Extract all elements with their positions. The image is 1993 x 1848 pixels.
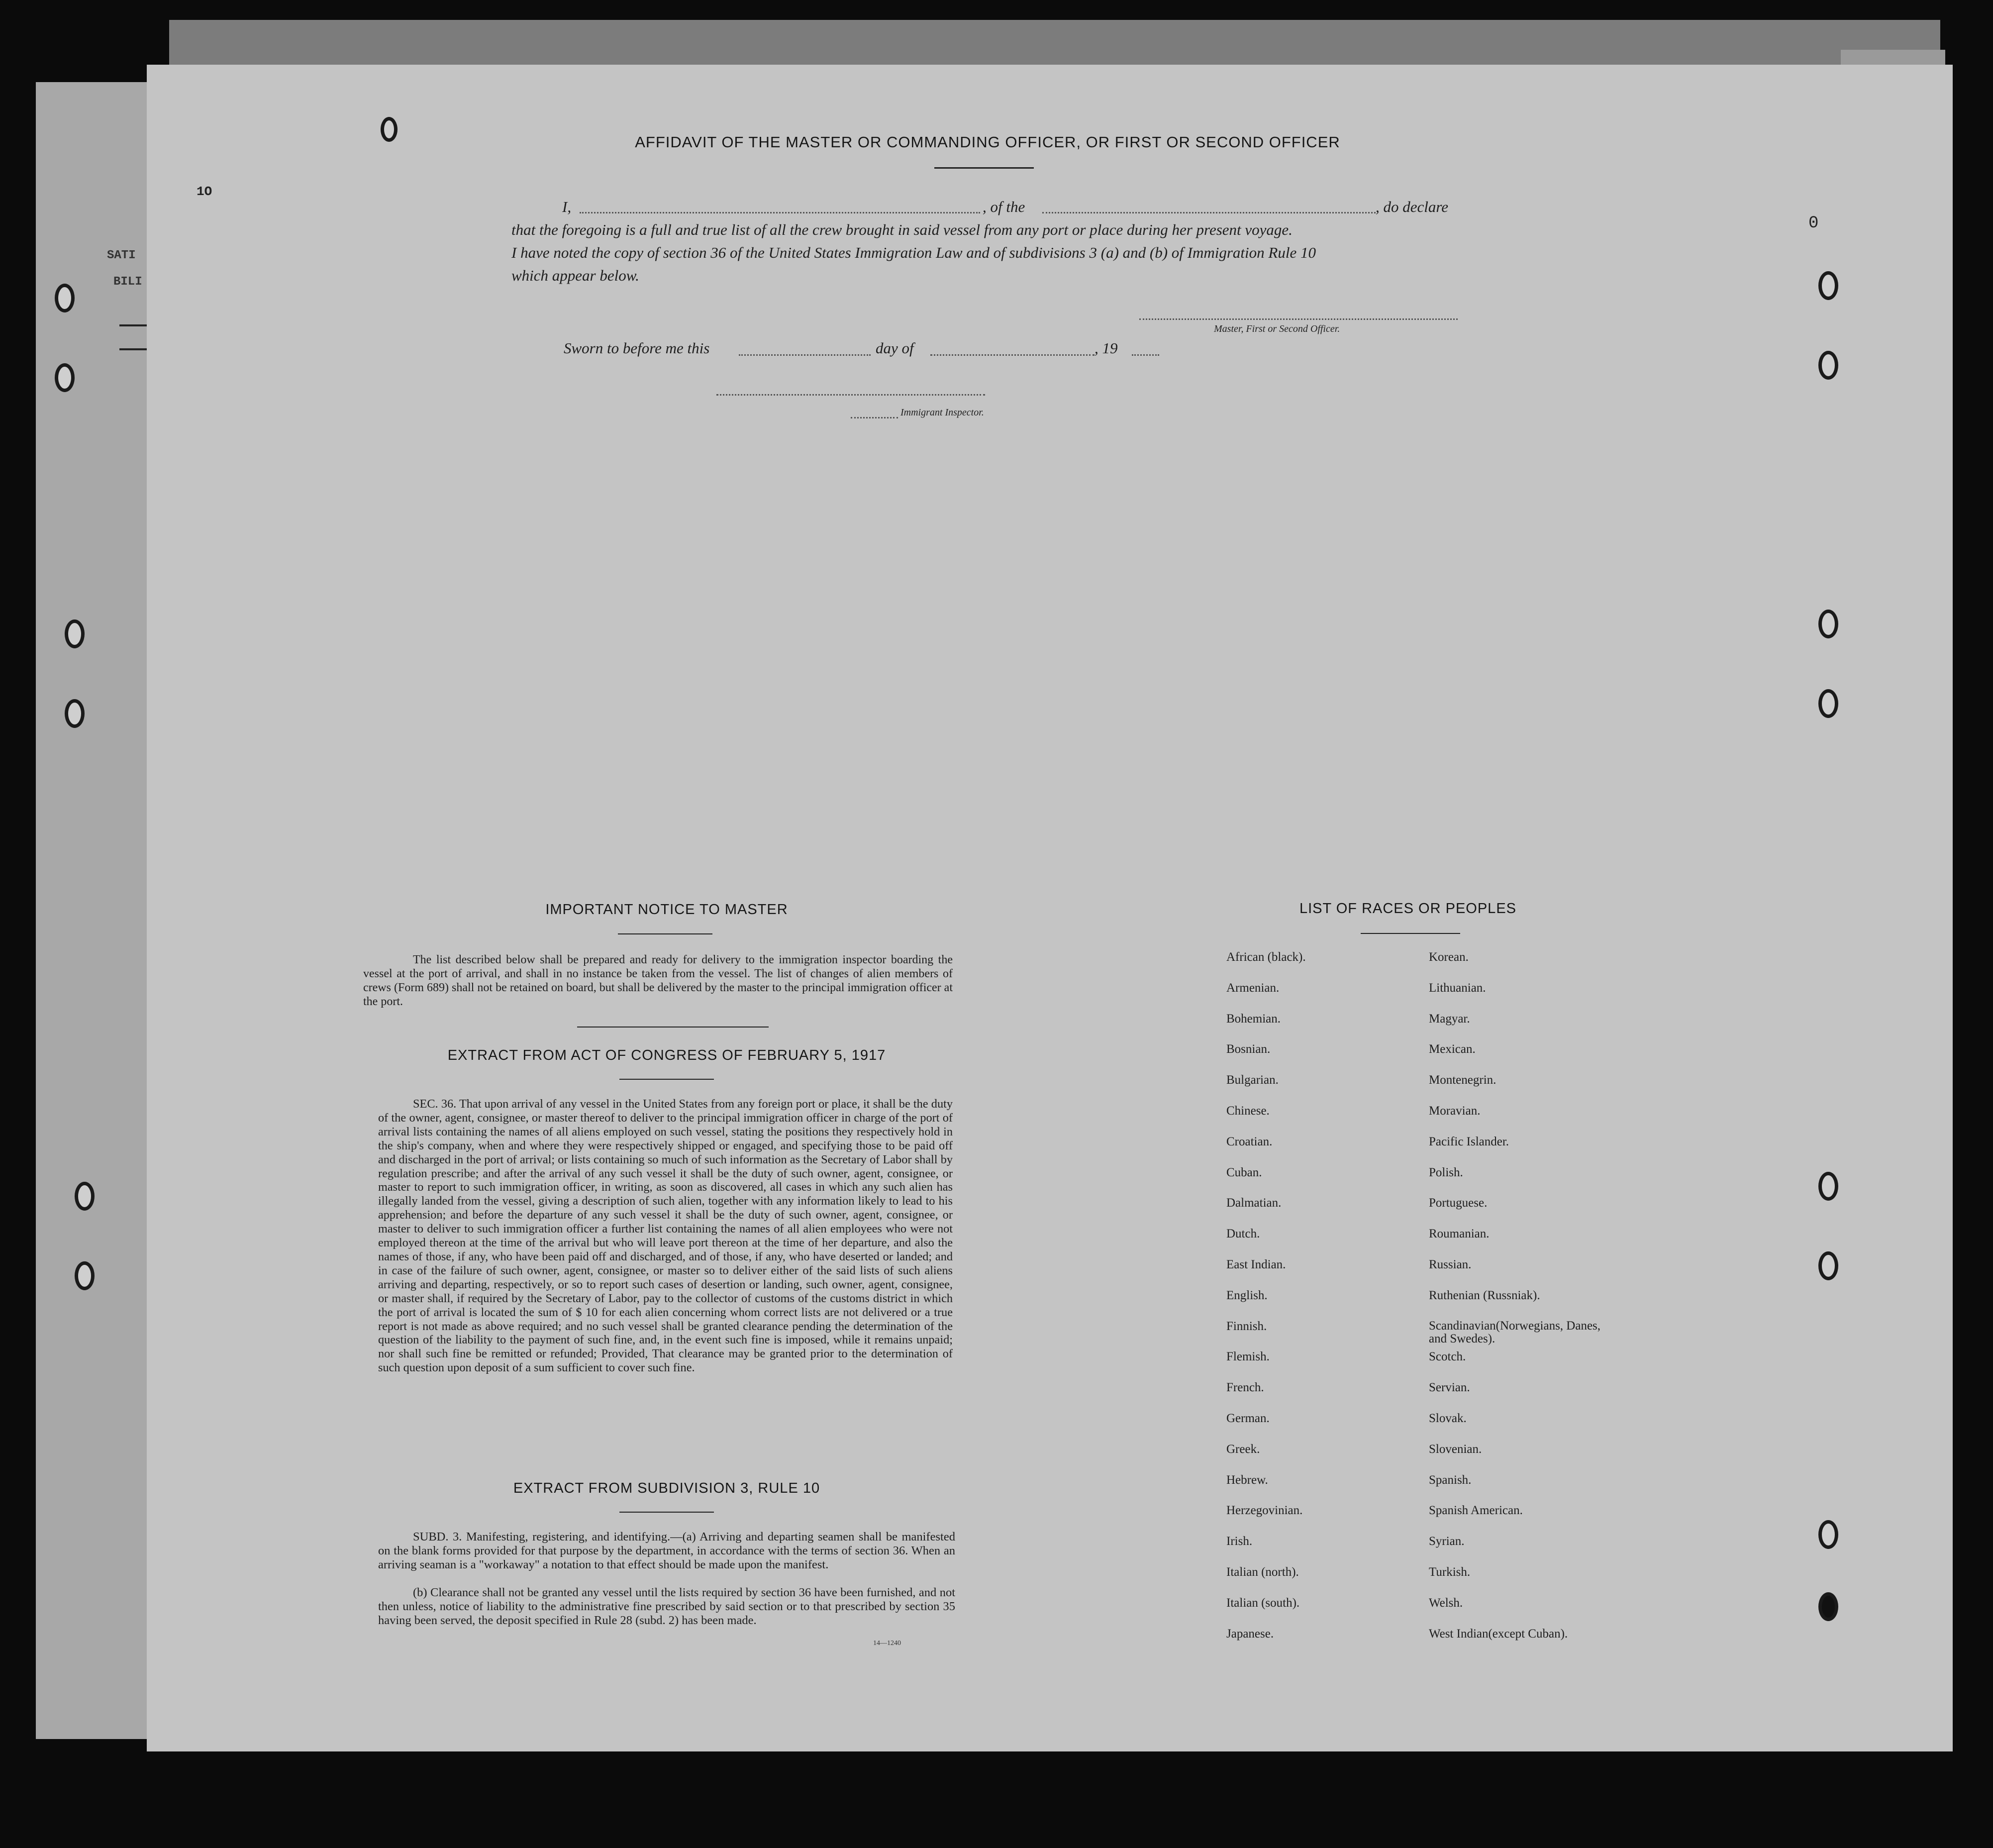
left-sheet-strip bbox=[36, 82, 150, 1739]
race-item: English. bbox=[1226, 1288, 1268, 1302]
punch-hole bbox=[55, 284, 75, 312]
race-item: Pacific Islander. bbox=[1429, 1134, 1509, 1148]
inspector-signature-field[interactable] bbox=[716, 394, 985, 396]
race-item: Bulgarian. bbox=[1226, 1073, 1279, 1087]
race-item: Roumanian. bbox=[1429, 1227, 1490, 1241]
race-item: West Indian(except Cuban). bbox=[1429, 1627, 1568, 1641]
race-item: Dalmatian. bbox=[1226, 1196, 1282, 1210]
form-number: 14—1240 bbox=[873, 1640, 901, 1647]
declare-of: , of the bbox=[983, 198, 1025, 215]
race-item: Slovenian. bbox=[1429, 1442, 1482, 1456]
punch-hole bbox=[65, 619, 85, 648]
day-of-label: day of bbox=[876, 339, 914, 357]
race-item: Polish. bbox=[1429, 1165, 1463, 1179]
race-item: Croatian. bbox=[1226, 1134, 1273, 1148]
notice-title: IMPORTANT NOTICE TO MASTER bbox=[545, 902, 788, 918]
left-rule bbox=[119, 324, 149, 326]
punch-hole bbox=[1818, 271, 1838, 300]
punch-hole bbox=[1818, 689, 1838, 718]
act-text: SEC. 36. That upon arrival of any vessel in the United States from any foreign port or place, it shall be the duty of the owner, agent, consignee, or master thereof to deliver to the principal immigration officer in charge of the port of arrival lists containing the names of all aliens employed on such vessel, stating the positions they respectively hold in the ship's company, when and where they were respectively shipped or engaged, and specifying those to be paid off and discharged in the port of arrival; or lists containing so much of such information as the Secretary of Labor shall by regulation prescribe; and after the arrival of any such vessel it shall be the duty of such owner, agent, consignee, or master to report to such immigration officer, in writing, as soon as discovered, all cases in which any such alien has illegally landed from the vessel, giving a description of such alien, together with any information likely to lead to his apprehension; and before the departure of any such vessel it shall be the duty of such owner, agent, consignee, or master to deliver to such immigration officer a further list containing the names of all alien employees who were not employed thereon at the time of the arrival but who will leave port thereon at the time of her departure, and also the names of those, if any, who have been paid off and discharged, and of those, if any, who have deserted or landed; and in case of the failure of such owner, agent, consignee, or master so to deliver either of the said lists of such aliens arriving and departing, respectively, or so to report such cases of desertion or landing, such owner, agent, consignee, or master shall, if required by the Secretary of Labor, pay to the collector of customs of the customs district in which the port of arrival is located the sum of $ 10 for each alien concerning whom correct lists are not delivered or a true report is not made as above required; and no such vessel shall be granted clearance pending the determination of the question of the liability to the payment of such fine, and, in the event such fine is imposed, while it remains unpaid; nor shall such fine be remitted or refunded; Provided, That clearance may be granted prior to the determination of such question upon deposit of a sum sufficient to cover such fine. bbox=[378, 1097, 953, 1375]
race-item: Greek. bbox=[1226, 1442, 1260, 1456]
punch-hole bbox=[75, 1182, 95, 1211]
race-item: Ruthenian (Russniak). bbox=[1429, 1288, 1540, 1302]
punch-hole bbox=[75, 1261, 95, 1290]
signature-field[interactable] bbox=[1139, 318, 1458, 320]
sworn-year-field[interactable] bbox=[1132, 354, 1159, 356]
race-item: Lithuanian. bbox=[1429, 981, 1486, 995]
race-item: Bosnian. bbox=[1226, 1042, 1271, 1056]
punch-hole bbox=[1818, 1592, 1838, 1621]
race-item: Spanish. bbox=[1429, 1473, 1472, 1487]
punch-hole bbox=[1818, 1251, 1838, 1280]
races-title: LIST OF RACES OR PEOPLES bbox=[1299, 901, 1517, 917]
inspector-caption: Immigrant Inspector. bbox=[900, 407, 984, 418]
race-item: Portuguese. bbox=[1429, 1196, 1488, 1210]
race-item: Flemish. bbox=[1226, 1350, 1270, 1364]
rule-text-a: SUBD. 3. Manifesting, registering, and identifying.—(a) Arriving and departing seamen shall be manifested on the blank forms provided for that purpose by the department, in accordance with the terms of section 36. When an arriving seaman is a "workaway" a notation to that effect should be made upon the manifest. bbox=[378, 1530, 955, 1571]
punch-hole bbox=[381, 117, 398, 142]
punch-hole bbox=[1818, 610, 1838, 638]
race-item: Servian. bbox=[1429, 1381, 1470, 1395]
race-item: Scotch. bbox=[1429, 1350, 1466, 1364]
race-item: Slovak. bbox=[1429, 1412, 1467, 1425]
sworn-month-field[interactable] bbox=[930, 354, 1095, 356]
punch-hole bbox=[1818, 351, 1838, 380]
race-item: Bohemian. bbox=[1226, 1012, 1281, 1026]
race-item: German. bbox=[1226, 1412, 1270, 1425]
signature-caption: Master, First or Second Officer. bbox=[1214, 323, 1340, 334]
left-rule bbox=[119, 348, 149, 350]
race-item: Syrian. bbox=[1429, 1535, 1465, 1548]
left-fragment: SATI bbox=[107, 249, 136, 262]
race-item: Italian (south). bbox=[1226, 1596, 1300, 1610]
sworn-label: Sworn to before me this bbox=[564, 339, 710, 357]
race-item: Armenian. bbox=[1226, 981, 1280, 995]
stamp-fragment: 1O bbox=[197, 184, 212, 199]
rule-title: EXTRACT FROM SUBDIVISION 3, RULE 10 bbox=[513, 1480, 820, 1496]
rule-rule bbox=[619, 1512, 714, 1513]
declare-i: I, bbox=[562, 198, 572, 215]
race-item: Chinese. bbox=[1226, 1104, 1270, 1118]
inspector-short-rule bbox=[851, 417, 898, 418]
punch-hole bbox=[65, 699, 85, 728]
race-item: Irish. bbox=[1226, 1535, 1253, 1548]
race-item: Italian (north). bbox=[1226, 1565, 1299, 1579]
punch-hole bbox=[1818, 1520, 1838, 1549]
race-item: Turkish. bbox=[1429, 1565, 1471, 1579]
race-item: Scandinavian(Norwegians, Danes, and Swedes). bbox=[1429, 1319, 1601, 1345]
race-item: Magyar. bbox=[1429, 1012, 1470, 1026]
act-title: EXTRACT FROM ACT OF CONGRESS OF FEBRUARY 5, 1917 bbox=[447, 1047, 886, 1063]
declarant-name-field[interactable] bbox=[580, 212, 980, 213]
race-item: Moravian. bbox=[1429, 1104, 1481, 1118]
notice-rule bbox=[618, 933, 712, 934]
race-item: Herzegovinian. bbox=[1226, 1504, 1303, 1518]
race-item: Cuban. bbox=[1226, 1165, 1262, 1179]
declare-line2: that the foregoing is a full and true list of all the crew brought in said vessel from any port or place during her present voyage. bbox=[511, 221, 1293, 238]
sworn-day-field[interactable] bbox=[739, 354, 871, 356]
left-fragment: BILI bbox=[113, 275, 142, 289]
race-item: Spanish American. bbox=[1429, 1504, 1523, 1518]
punch-hole bbox=[55, 363, 75, 392]
declare-end: , do declare bbox=[1376, 198, 1449, 215]
race-item: Japanese. bbox=[1226, 1627, 1274, 1641]
year-label: , 19 bbox=[1095, 339, 1118, 357]
stamp-fragment: 0 bbox=[1808, 214, 1819, 233]
title-rule bbox=[934, 167, 1034, 169]
race-item: Korean. bbox=[1429, 950, 1469, 964]
race-item: African (black). bbox=[1226, 950, 1306, 964]
race-item: Mexican. bbox=[1429, 1042, 1476, 1056]
race-item: Welsh. bbox=[1429, 1596, 1463, 1610]
race-item: Hebrew. bbox=[1226, 1473, 1268, 1487]
notice-text: The list described below shall be prepared and ready for delivery to the immigration inspector boarding the vessel at the port of arrival, and shall in no instance be taken from the vessel. The list of changes of alien members of crews (Form 689) shall not be retained on board, but shall be delivered by the master to the principal immigration officer at the port. bbox=[363, 953, 953, 1008]
races-rule bbox=[1361, 933, 1460, 934]
race-item: Montenegrin. bbox=[1429, 1073, 1496, 1087]
vessel-name-field[interactable] bbox=[1042, 212, 1376, 213]
punch-hole bbox=[1818, 1172, 1838, 1201]
affidavit-title: AFFIDAVIT OF THE MASTER OR COMMANDING OFFICER, OR FIRST OR SECOND OFFICER bbox=[635, 133, 1340, 151]
race-item: Russian. bbox=[1429, 1258, 1472, 1271]
declare-line3: I have noted the copy of section 36 of the United States Immigration Law and of subdivisions 3 (a) and (b) of Immigration Rule 10 bbox=[511, 244, 1316, 261]
race-item: East Indian. bbox=[1226, 1258, 1286, 1271]
race-item: Finnish. bbox=[1226, 1319, 1267, 1333]
race-item: French. bbox=[1226, 1381, 1264, 1395]
race-item: Dutch. bbox=[1226, 1227, 1260, 1241]
rule-text-b: (b) Clearance shall not be granted any vessel until the lists required by section 36 have been furnished, and not then unless, notice of liability to the administrative fine prescribed by said section or to that prescribed by section 35 having been served, the deposit specified in Rule 28 (subd. 2) has been made. bbox=[378, 1586, 955, 1627]
declare-line4: which appear below. bbox=[511, 267, 639, 284]
act-rule bbox=[619, 1079, 714, 1080]
